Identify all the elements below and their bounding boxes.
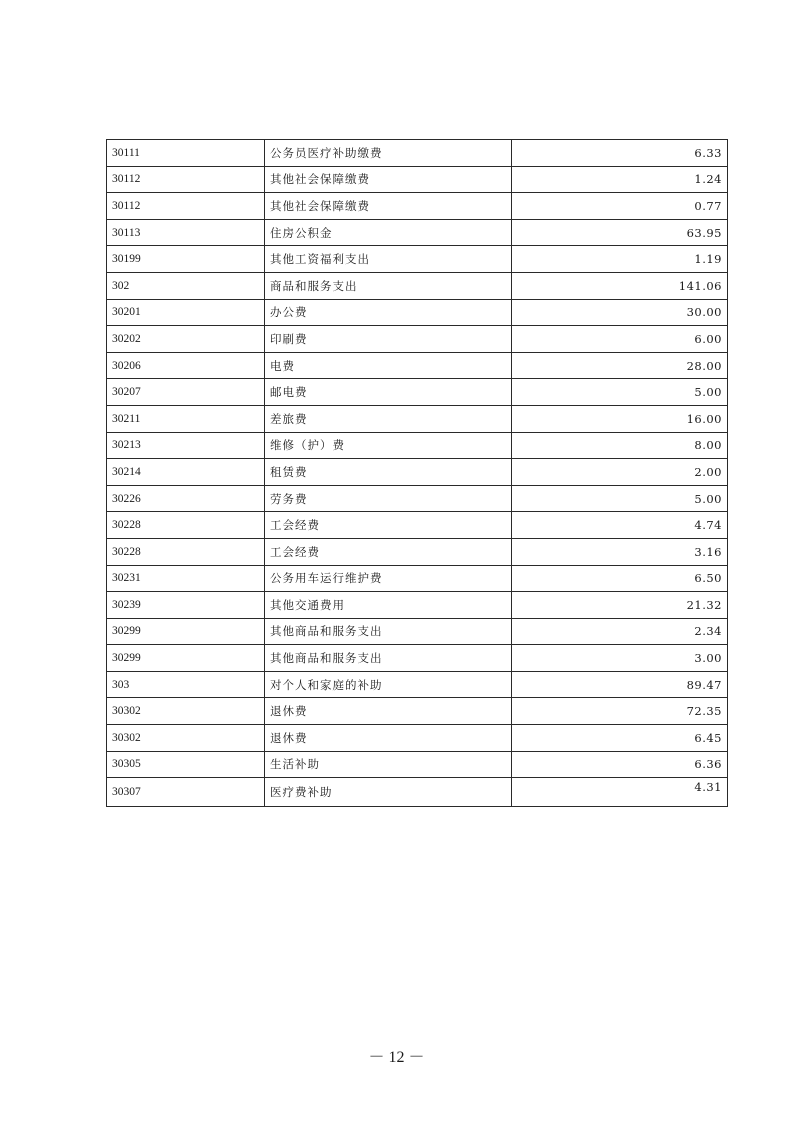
amount-cell: 16.00 [512, 405, 728, 432]
name-cell: 商品和服务支出 [265, 272, 512, 299]
amount-cell: 6.36 [512, 751, 728, 778]
code-cell: 30113 [107, 219, 265, 246]
name-cell: 公务员医疗补助缴费 [265, 140, 512, 167]
code-cell: 30206 [107, 352, 265, 379]
amount-cell: 1.19 [512, 246, 728, 273]
code-cell: 30213 [107, 432, 265, 459]
code-cell: 30207 [107, 379, 265, 406]
name-cell: 其他商品和服务支出 [265, 645, 512, 672]
table-row [107, 379, 728, 406]
name-cell: 退休费 [265, 725, 512, 752]
table-row [107, 272, 728, 299]
name-cell: 医疗费补助 [265, 778, 512, 807]
code-cell: 30302 [107, 698, 265, 725]
code-cell: 302 [107, 272, 265, 299]
code-cell: 30214 [107, 459, 265, 486]
table-row [107, 725, 728, 752]
name-cell: 租赁费 [265, 459, 512, 486]
amount-cell: 6.33 [512, 140, 728, 167]
code-cell: 303 [107, 671, 265, 698]
table-row [107, 512, 728, 539]
table-row [107, 326, 728, 353]
name-cell: 办公费 [265, 299, 512, 326]
name-cell: 其他社会保障缴费 [265, 166, 512, 193]
amount-cell: 1.24 [512, 166, 728, 193]
name-cell: 其他社会保障缴费 [265, 193, 512, 220]
code-cell: 30201 [107, 299, 265, 326]
name-cell: 生活补助 [265, 751, 512, 778]
code-cell: 30228 [107, 538, 265, 565]
code-cell: 30211 [107, 405, 265, 432]
code-cell: 30305 [107, 751, 265, 778]
table-row [107, 166, 728, 193]
code-cell: 30307 [107, 778, 265, 807]
name-cell: 其他交通费用 [265, 592, 512, 619]
name-cell: 其他工资福利支出 [265, 246, 512, 273]
code-cell: 30231 [107, 565, 265, 592]
name-cell: 对个人和家庭的补助 [265, 671, 512, 698]
code-cell: 30112 [107, 166, 265, 193]
code-cell: 30239 [107, 592, 265, 619]
code-cell: 30228 [107, 512, 265, 539]
code-cell: 30199 [107, 246, 265, 273]
code-cell: 30302 [107, 725, 265, 752]
amount-cell: 4.31 [512, 778, 728, 807]
amount-cell: 3.00 [512, 645, 728, 672]
name-cell: 退休费 [265, 698, 512, 725]
amount-cell: 2.34 [512, 618, 728, 645]
table-row [107, 193, 728, 220]
name-cell: 工会经费 [265, 512, 512, 539]
amount-cell: 0.77 [512, 193, 728, 220]
table-row [107, 246, 728, 273]
amount-cell: 4.74 [512, 512, 728, 539]
table-row [107, 432, 728, 459]
amount-cell: 30.00 [512, 299, 728, 326]
code-cell: 30202 [107, 326, 265, 353]
table-row [107, 592, 728, 619]
name-cell: 邮电费 [265, 379, 512, 406]
name-cell: 差旅费 [265, 405, 512, 432]
amount-cell: 6.00 [512, 326, 728, 353]
name-cell: 印刷费 [265, 326, 512, 353]
table-row [107, 778, 728, 807]
table-row [107, 671, 728, 698]
table-row [107, 352, 728, 379]
table-row [107, 459, 728, 486]
code-cell: 30111 [107, 140, 265, 167]
amount-cell: 6.45 [512, 725, 728, 752]
amount-cell: 72.35 [512, 698, 728, 725]
table-row [107, 751, 728, 778]
amount-cell: 2.00 [512, 459, 728, 486]
budget-table [106, 139, 728, 807]
table-row [107, 485, 728, 512]
table-row [107, 645, 728, 672]
code-cell: 30299 [107, 618, 265, 645]
name-cell: 劳务费 [265, 485, 512, 512]
code-cell: 30226 [107, 485, 265, 512]
code-cell: 30299 [107, 645, 265, 672]
name-cell: 住房公积金 [265, 219, 512, 246]
name-cell: 其他商品和服务支出 [265, 618, 512, 645]
table-row [107, 538, 728, 565]
table-row [107, 565, 728, 592]
amount-cell: 5.00 [512, 379, 728, 406]
page-number: － 12 － [368, 1049, 425, 1066]
amount-cell: 89.47 [512, 671, 728, 698]
name-cell: 电费 [265, 352, 512, 379]
table-row [107, 140, 728, 167]
amount-cell: 28.00 [512, 352, 728, 379]
amount-cell: 63.95 [512, 219, 728, 246]
table-row [107, 618, 728, 645]
amount-cell: 8.00 [512, 432, 728, 459]
table-row [107, 219, 728, 246]
name-cell: 工会经费 [265, 538, 512, 565]
table-row [107, 698, 728, 725]
amount-cell: 5.00 [512, 485, 728, 512]
table-body [107, 140, 728, 807]
name-cell: 维修（护）费 [265, 432, 512, 459]
table-row [107, 299, 728, 326]
name-cell: 公务用车运行维护费 [265, 565, 512, 592]
table-row [107, 405, 728, 432]
code-cell: 30112 [107, 193, 265, 220]
amount-cell: 21.32 [512, 592, 728, 619]
amount-cell: 141.06 [512, 272, 728, 299]
amount-cell: 6.50 [512, 565, 728, 592]
amount-cell: 3.16 [512, 538, 728, 565]
